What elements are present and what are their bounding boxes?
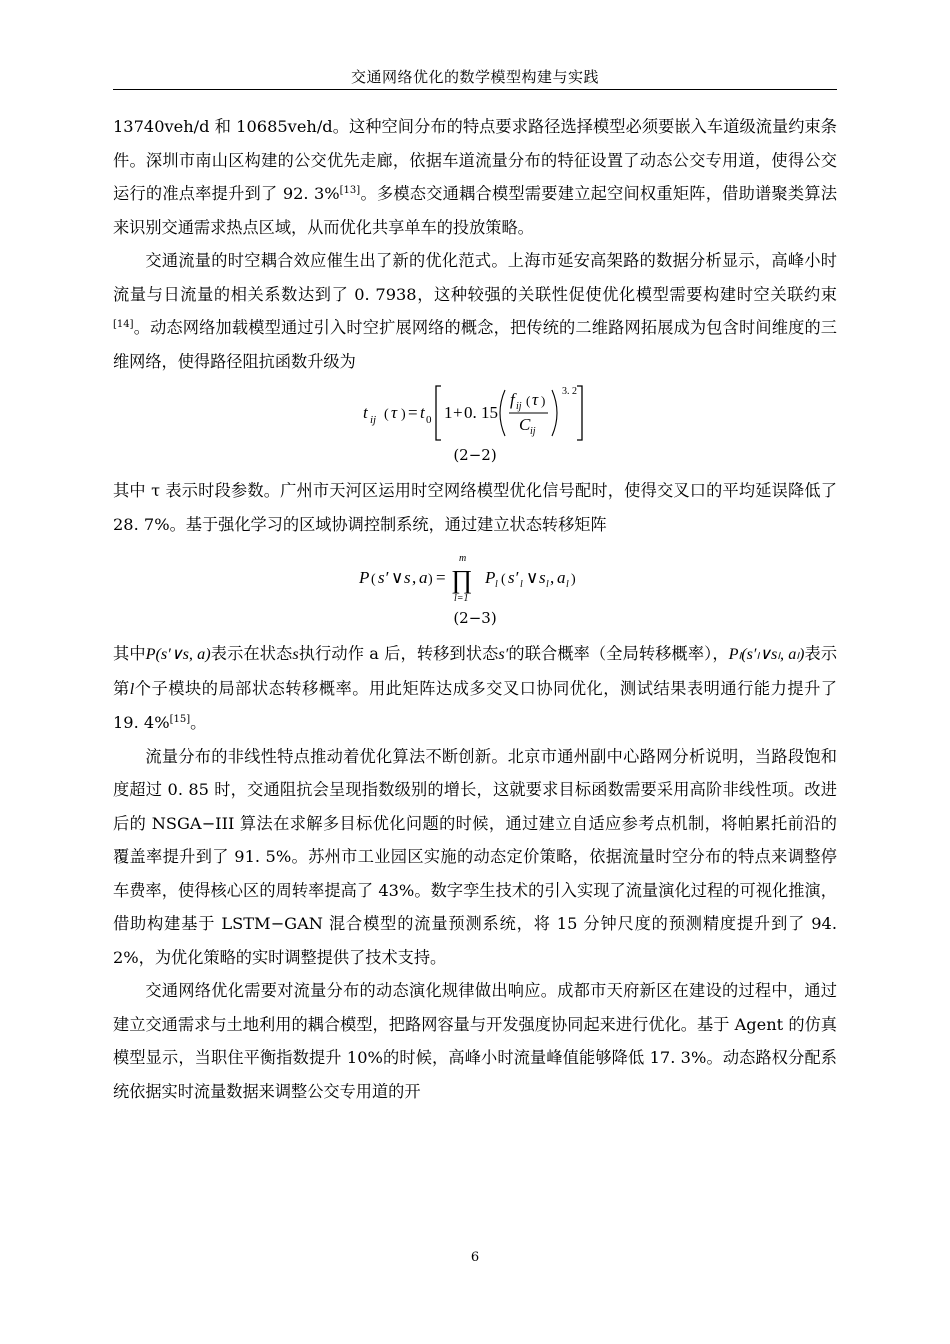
eq1-tau: τ [391,403,398,422]
eq2-rparen-2: ) [571,572,576,587]
eq2-or: ∨ [391,568,404,587]
paragraph-6: 交通网络优化需要对流量分布的动态演化规律做出响应。成都市天府新区在建设的过程中，通过建立交通需求与土地利用的耦合模型，把路网容量与开发强度协同起来进行优化。基于 Agent 的仿真模型显示，当职住平衡指数提升 10%的时候，高峰小时流量峰值能够降低 17. 3%。动态路权分配系统依据实时流量数据来调整公交专用道的开 [113,981,837,1101]
equation-2-2-number: (2−2) [453,446,497,464]
eq2-prod: ∏ [451,565,473,594]
eq2-lparen: ( [371,572,376,587]
citation-14: [14] [113,319,134,330]
equation-2-3-svg [355,549,595,607]
citation-13: [13] [339,185,361,196]
eq2-s-l: s [539,568,546,587]
eq1-big-rparen [552,390,557,436]
p4-f: 个子模块的局部状态转移概率。用此矩阵达成多交叉口协同优化，测试结果表明通行能力提升了 19. 4% [113,678,837,732]
eq2-s-prime-l: s′ [508,568,519,587]
eq1-frac-rparen: ) [541,393,546,408]
eq2-equals: = [436,568,446,587]
eq1-lparen: ( [384,407,389,422]
page-number: 6 [470,1250,480,1265]
eq1-big-lparen [500,390,505,436]
equation-2-2 [113,378,837,444]
eq2-prod-upper: m [459,553,467,564]
eq2-a-l-sub: l [566,579,569,590]
eq1-f-sub: ij [516,401,522,412]
eq2-comma: , [412,568,417,587]
equation-2-3 [113,549,837,607]
p4-e: 表示第 [113,644,838,698]
equation-2-2-svg [355,378,595,444]
eq1-exponent: 3. 2 [562,386,577,397]
eq1-rparen: ) [401,407,406,422]
eq1-plus: + [453,403,463,422]
eq1-coef: 0. 15 [464,403,498,422]
p4-tail: 。 [190,713,207,732]
eq2-or-2: ∨ [526,568,539,587]
header-rule [113,89,837,90]
eq1-left-bracket [436,386,441,440]
eq2-a-l: a [557,568,566,587]
eq2-s-prime-sub: l [520,579,523,590]
paragraph-4 [113,637,837,740]
paragraph-1-tail: 。多模态交通耦合模型需要建立起空间权重矩阵，借助谱聚类算法来识别交通需求热点区域，从而优化共享单车的投放策略。 [113,184,838,237]
eq1-frac-lparen: ( [526,393,531,408]
eq1-f: f [510,390,515,409]
inline-math-index-l: l [129,679,135,698]
eq1-one: 1 [444,403,453,422]
eq2-s: s [404,568,411,587]
eq1-right-bracket [577,386,582,440]
inline-math-joint-probability: P(s′∨s, a) [145,645,211,663]
equation-2-3-number: (2−3) [453,609,497,627]
p4-a: 其中 [113,644,146,663]
eq2-s-l-sub: l [546,579,549,590]
paragraph-3: 其中 τ 表示时段参数。广州市天河区运用时空网络模型优化信号配时，使得交叉口的平均延误降低了 28. 7%。基于强化学习的区域协调控制系统，通过建立状态转移矩阵 [113,481,837,534]
eq2-Pl-sub: l [495,579,498,590]
eq1-t0: t [420,403,425,422]
eq2-P: P [359,568,370,587]
eq2-a: a [419,568,428,587]
eq1-lhs: t [363,403,368,422]
eq1-t0-sub: 0 [426,414,432,426]
eq2-rparen: ) [428,572,433,587]
eq2-lparen-2: ( [501,572,506,587]
eq2-Pl: P [485,568,496,587]
page-body [113,110,837,1108]
eq1-frac-tau: τ [532,390,539,409]
p4-b: 表示在状态 [210,644,293,663]
running-header: 交通网络优化的数学模型构建与实践 [350,68,599,86]
eq1-C-sub: ij [530,426,536,437]
citation-15: [15] [169,714,191,725]
inline-math-state-s-prime: s′ [498,645,509,663]
eq1-equals: = [408,403,418,422]
paragraph-1 [113,110,837,244]
inline-math-local-probability: Pₗ(s′ₗ∨sₗ, aₗ) [728,645,805,663]
eq2-s-prime: s′ [378,568,389,587]
p4-c: 执行动作 a 后，转移到状态 [298,644,499,663]
eq1-lhs-sub: ij [370,414,377,426]
inline-math-state-s: s [292,645,299,663]
paragraph-2-text: 交通流量的时空耦合效应催生出了新的优化范式。上海市延安高架路的数据分析显示，高峰小时流量与日流量的相关系数达到了 0. 7938，这种较强的关联性促使优化模型需要构建时空关联约束 [113,251,837,304]
eq2-comma-2: , [550,568,555,587]
eq2-prod-lower: l=1 [454,593,469,604]
eq1-C: C [519,415,531,434]
paragraph-2 [113,244,837,378]
paragraph-2-tail: 。动态网络加载模型通过引入时空扩展网络的概念，把传统的二维路网拓展成为包含时间维度的三维网络，使得路径阻抗函数升级为 [113,318,837,371]
p4-d: 的联合概率（全局转移概率）， [508,644,729,663]
paragraph-5: 流量分布的非线性特点推动着优化算法不断创新。北京市通州副中心路网分析说明，当路段饱和度超过 0. 85 时，交通阻抗会呈现指数级别的增长，这就要求目标函数需要采用高阶非线性项。改进后的 NSGA−III 算法在求解多目标优化问题的时候，通过建立自适应参考点机制，将帕累托前沿的覆盖率提升到了 91. 5%。苏州市工业园区实施的动态定价策略，依据流量时空分布的特点来调整停车费率，使得核心区的周转率提高了 43%。数字孪生技术的引入实现了流量演化过程的可视化推演，借助构建基于 LSTM−GAN 混合模型的流量预测系统，将 15 分钟尺度的预测精度提升到了 94. 2%，为优化策略的实时调整提供了技术支持。 [113,746,837,967]
paragraph-1-text: 13740veh/d 和 10685veh/d。这种空间分布的特点要求路径选择模型必须要嵌入车道级流量约束条件。深圳市南山区构建的公交优先走廊，依据车道流量分布的特征设置了动态公交专用道，使得公交运行的准点率提升到了 92. 3% [113,117,837,203]
